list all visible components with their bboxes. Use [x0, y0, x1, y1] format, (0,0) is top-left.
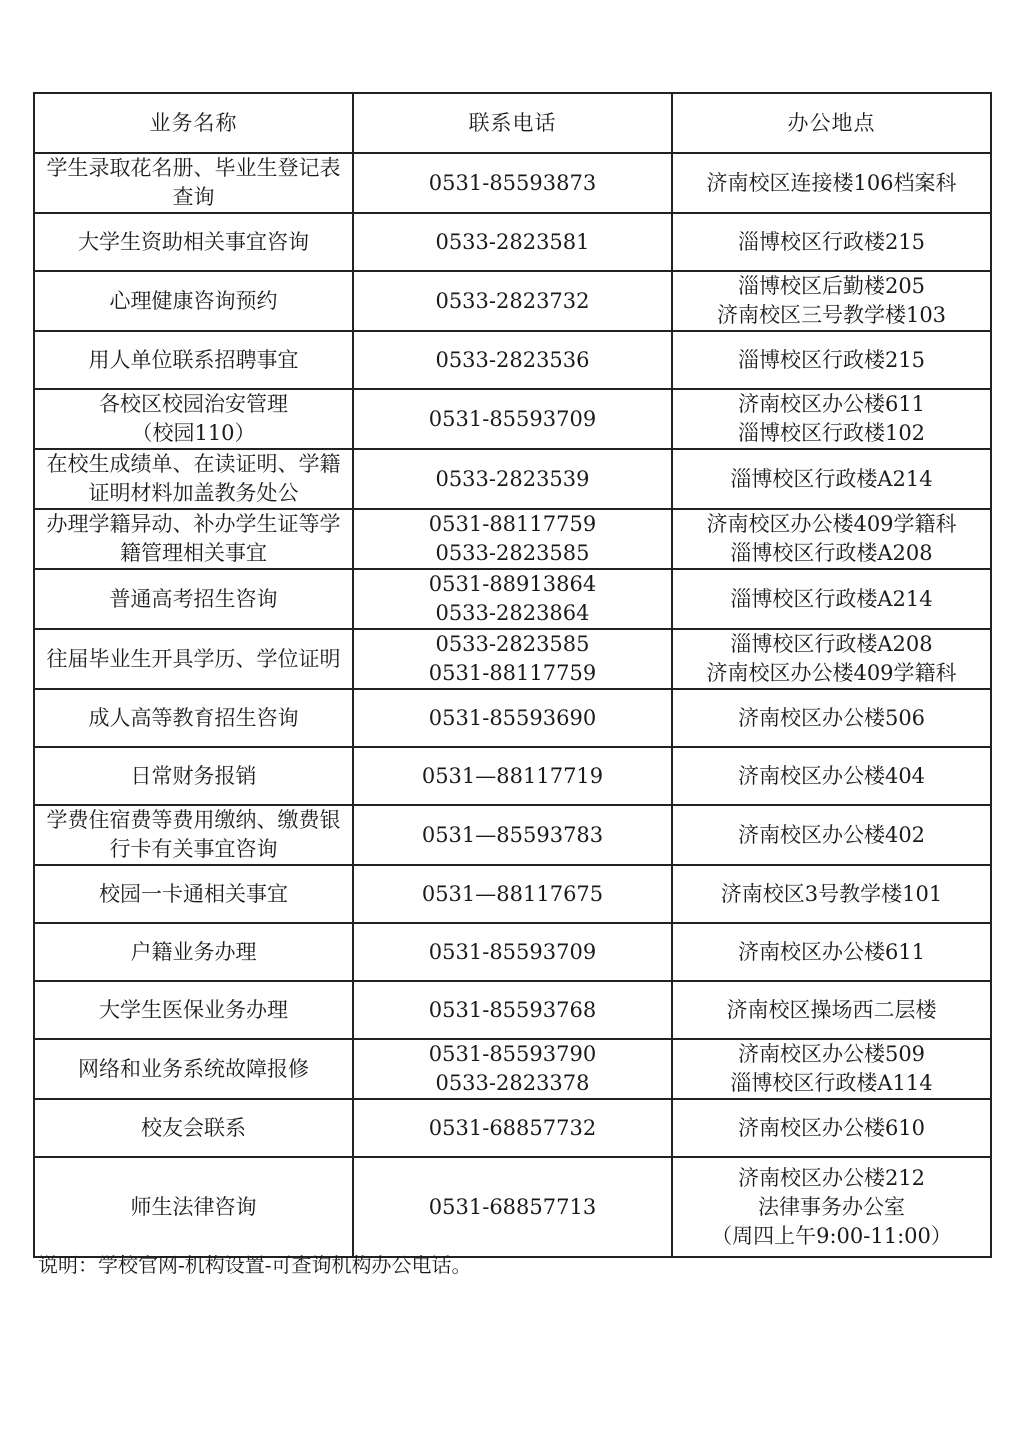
service-text: 日常财务报销 — [130, 763, 257, 788]
location-text: 淄博校区行政楼A208 — [730, 541, 933, 565]
table-row — [34, 1039, 991, 1099]
location-text: 淄博校区行政楼215 — [737, 229, 926, 254]
service-cell — [34, 981, 353, 1039]
header-location: 办公地点 — [672, 93, 991, 153]
phone-cell — [353, 629, 672, 689]
phone-text: 0531-85593873 — [428, 170, 597, 195]
location-text: 济南校区办公楼509 — [737, 1042, 926, 1066]
location-text: 淄博校区行政楼A214 — [730, 586, 933, 611]
service-cell — [34, 271, 353, 331]
service-cell — [34, 747, 353, 805]
service-cell — [34, 213, 353, 271]
phone-text: 0531-68857732 — [428, 1115, 597, 1140]
location-cell — [672, 449, 991, 509]
phone-cell — [353, 153, 672, 213]
header-row — [34, 93, 991, 153]
service-cell — [34, 629, 353, 689]
location-text: 济南校区办公楼611 — [737, 939, 926, 964]
table-row — [34, 509, 991, 569]
location-text: （周四上午9:00-11:00） — [711, 1223, 952, 1248]
location-text: 济南校区三号教学楼103 — [716, 303, 947, 327]
location-text: 淄博校区行政楼A114 — [730, 1071, 933, 1095]
phone-cell — [353, 569, 672, 629]
location-text: 法律事务办公室 — [758, 1194, 905, 1219]
service-cell — [34, 1099, 353, 1157]
phone-cell — [353, 331, 672, 389]
location-cell — [672, 805, 991, 865]
location-cell — [672, 747, 991, 805]
location-cell — [672, 271, 991, 331]
location-text: 淄博校区后勤楼205 — [737, 274, 926, 298]
location-text: 济南校区办公楼506 — [737, 705, 926, 730]
table-row — [34, 805, 991, 865]
table-body — [34, 153, 991, 1257]
service-cell — [34, 153, 353, 213]
phone-cell — [353, 805, 672, 865]
service-text: 各校区校园治安管理 — [99, 392, 288, 416]
service-cell — [34, 865, 353, 923]
service-text: 校园一卡通相关事宜 — [99, 881, 288, 906]
location-cell — [672, 569, 991, 629]
contact-table — [33, 92, 992, 1258]
phone-text: 0531—88117675 — [421, 881, 604, 906]
phone-text: 0533-2823864 — [435, 601, 590, 625]
service-text: （校园110） — [131, 421, 256, 445]
service-text: 往届毕业生开具学历、学位证明 — [46, 646, 341, 671]
service-cell — [34, 389, 353, 449]
table-row — [34, 865, 991, 923]
service-cell — [34, 689, 353, 747]
table-row — [34, 689, 991, 747]
service-cell — [34, 805, 353, 865]
location-text: 淄博校区行政楼A214 — [730, 466, 933, 491]
location-cell — [672, 331, 991, 389]
table-row — [34, 389, 991, 449]
location-cell — [672, 981, 991, 1039]
location-cell — [672, 1157, 991, 1257]
service-text: 用人单位联系招聘事宜 — [88, 347, 299, 372]
location-cell — [672, 689, 991, 747]
phone-text: 0531-88913864 — [428, 572, 597, 596]
service-text: 学生录取花名册、毕业生登记表查询 — [46, 156, 341, 209]
location-cell — [672, 213, 991, 271]
phone-text: 0531-85593709 — [428, 406, 597, 431]
phone-cell — [353, 747, 672, 805]
phone-cell — [353, 449, 672, 509]
phone-text: 0533-2823378 — [435, 1071, 590, 1095]
location-text: 济南校区操场西二层楼 — [726, 997, 937, 1022]
phone-text: 0533-2823732 — [435, 288, 590, 313]
location-text: 济南校区办公楼610 — [737, 1115, 926, 1140]
phone-cell — [353, 981, 672, 1039]
service-cell — [34, 1157, 353, 1257]
location-cell — [672, 1039, 991, 1099]
phone-text: 0533-2823585 — [435, 632, 590, 656]
service-text: 心理健康咨询预约 — [109, 288, 278, 313]
phone-cell — [353, 271, 672, 331]
service-text: 校友会联系 — [141, 1115, 246, 1140]
phone-text: 0531-85593768 — [428, 997, 597, 1022]
location-text: 淄博校区行政楼215 — [737, 347, 926, 372]
table-row — [34, 449, 991, 509]
location-cell — [672, 865, 991, 923]
service-text: 办理学籍异动、补办学生证等学籍管理相关事宜 — [46, 512, 341, 565]
location-cell — [672, 629, 991, 689]
location-text: 济南校区3号教学楼101 — [720, 881, 943, 906]
service-text: 大学生资助相关事宜咨询 — [78, 229, 309, 254]
table-row — [34, 213, 991, 271]
location-text: 淄博校区行政楼A208 — [730, 632, 933, 656]
phone-text: 0531-85593790 — [428, 1042, 597, 1066]
table-row — [34, 629, 991, 689]
service-text: 网络和业务系统故障报修 — [78, 1056, 309, 1081]
header-service: 业务名称 — [34, 93, 353, 153]
table-row — [34, 153, 991, 213]
location-text: 淄博校区行政楼102 — [737, 421, 926, 445]
location-cell — [672, 923, 991, 981]
location-cell — [672, 153, 991, 213]
phone-text: 0531-88117759 — [428, 512, 597, 536]
service-cell — [34, 923, 353, 981]
phone-cell — [353, 509, 672, 569]
phone-cell — [353, 1039, 672, 1099]
service-text: 普通高考招生咨询 — [109, 586, 278, 611]
location-text: 济南校区办公楼404 — [737, 763, 926, 788]
service-text: 学费住宿费等费用缴纳、缴费银行卡有关事宜咨询 — [46, 808, 341, 861]
phone-text: 0531—88117719 — [421, 763, 604, 788]
phone-cell — [353, 689, 672, 747]
phone-text: 0531-68857713 — [428, 1194, 597, 1219]
location-text: 济南校区办公楼402 — [737, 822, 926, 847]
table-row — [34, 331, 991, 389]
phone-text: 0533-2823581 — [435, 229, 590, 254]
header-phone: 联系电话 — [353, 93, 672, 153]
location-text: 济南校区连接楼106档案科 — [706, 170, 957, 195]
table-row — [34, 923, 991, 981]
location-cell — [672, 389, 991, 449]
phone-cell — [353, 1099, 672, 1157]
location-text: 济南校区办公楼611 — [737, 392, 926, 416]
service-text: 成人高等教育招生咨询 — [88, 705, 299, 730]
footnote: 说明：学校官网-机构设置-可查询机构办公电话。 — [38, 1253, 472, 1277]
phone-text: 0533-2823536 — [435, 347, 590, 372]
phone-cell — [353, 389, 672, 449]
table-row — [34, 1099, 991, 1157]
phone-text: 0531—85593783 — [421, 822, 604, 847]
phone-text: 0531-85593709 — [428, 939, 597, 964]
location-cell — [672, 1099, 991, 1157]
phone-text: 0533-2823539 — [435, 466, 590, 491]
service-cell — [34, 449, 353, 509]
service-text: 在校生成绩单、在读证明、学籍证明材料加盖教务处公 — [46, 452, 341, 505]
service-cell — [34, 331, 353, 389]
table-row — [34, 271, 991, 331]
service-text: 师生法律咨询 — [130, 1194, 257, 1219]
service-cell — [34, 569, 353, 629]
table-row — [34, 569, 991, 629]
service-text: 户籍业务办理 — [130, 939, 257, 964]
location-cell — [672, 509, 991, 569]
table-row — [34, 1157, 991, 1257]
location-text: 济南校区办公楼409学籍科 — [706, 661, 957, 685]
table-row — [34, 747, 991, 805]
service-cell — [34, 1039, 353, 1099]
phone-text: 0531-88117759 — [428, 661, 597, 685]
location-text: 济南校区办公楼409学籍科 — [706, 512, 957, 536]
phone-cell — [353, 213, 672, 271]
service-text: 大学生医保业务办理 — [99, 997, 288, 1022]
service-cell — [34, 509, 353, 569]
location-text: 济南校区办公楼212 — [737, 1165, 926, 1190]
phone-cell — [353, 865, 672, 923]
phone-text: 0531-85593690 — [428, 705, 597, 730]
phone-text: 0533-2823585 — [435, 541, 590, 565]
table-row — [34, 981, 991, 1039]
phone-cell — [353, 1157, 672, 1257]
phone-cell — [353, 923, 672, 981]
